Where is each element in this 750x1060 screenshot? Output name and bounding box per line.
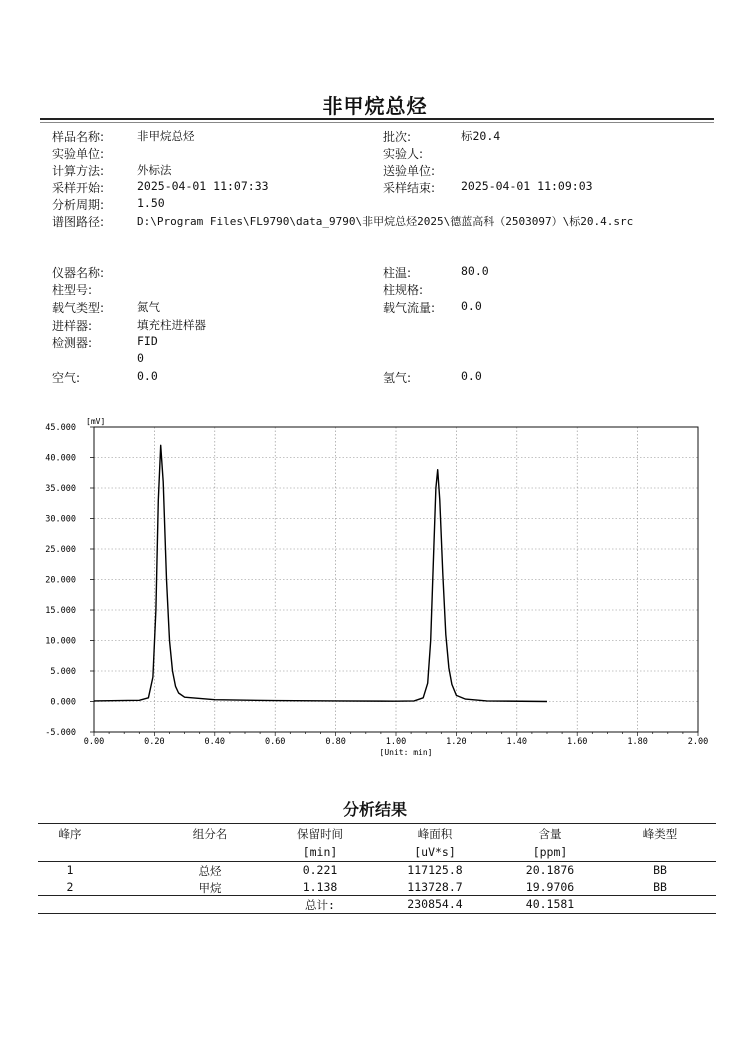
x-tick-label: 1.60 (566, 737, 588, 747)
chart-grid (94, 427, 698, 732)
y-tick-label: -5.000 (45, 728, 76, 738)
y-tick-label: 30.000 (45, 514, 76, 525)
info-label: 柱温: (383, 266, 412, 280)
cell-peak-area: 117125.8 (407, 863, 463, 877)
cell-peak-area: 113728.7 (407, 880, 463, 894)
results-header-rule (38, 861, 716, 862)
col-header-peak-area: 峰面积 (417, 827, 453, 841)
info-value: 标20.4 (461, 129, 501, 143)
x-tick-label: 1.80 (627, 737, 648, 747)
x-tick-label: 2.00 (687, 737, 709, 747)
info-label: 氢气: (383, 371, 412, 385)
info-value: 2025-04-01 11:07:33 (137, 179, 269, 193)
x-tick-label: 0.80 (325, 737, 346, 747)
info-value: 填充柱进样器 (137, 318, 206, 332)
y-tick-label: 0.000 (50, 697, 76, 708)
y-tick-label: 40.000 (45, 453, 76, 464)
info-value: 80.0 (461, 264, 489, 278)
y-tick-label: 20.000 (45, 575, 76, 586)
info-label: 送验单位: (383, 164, 436, 178)
cell-peak-type: BB (653, 880, 667, 894)
results-total-rule (38, 895, 716, 896)
y-tick-label: 45.000 (45, 423, 76, 433)
info-label: 载气流量: (383, 301, 436, 315)
info-label: 样品名称: (52, 130, 105, 144)
cell-peak-type: BB (653, 863, 667, 877)
x-tick-label: 1.20 (446, 737, 467, 747)
info-value: 2025-04-01 11:09:03 (461, 179, 593, 193)
cell-peak-no: 1 (66, 863, 74, 877)
total-label: 总计: (305, 898, 335, 912)
col-header-component: 组分名 (192, 827, 228, 841)
info-label: 空气: (52, 371, 81, 385)
results-title: 分析结果 (342, 800, 407, 819)
y-tick-label: 10.000 (45, 636, 76, 647)
info-label: 采样开始: (52, 181, 105, 195)
info-value: 0.0 (137, 369, 158, 383)
cell-retention-time: 0.221 (302, 863, 338, 877)
total-peak-area: 230854.4 (407, 897, 463, 911)
x-tick-label: 1.00 (385, 737, 407, 747)
y-tick-label: 5.000 (50, 667, 76, 677)
info-value: 1.50 (137, 196, 165, 210)
info-label: 检测器: (52, 336, 93, 350)
results-bottom-rule (38, 913, 716, 914)
info-value: 0.0 (461, 299, 482, 313)
info-label: 实验单位: (52, 147, 105, 161)
report-title: 非甲烷总烃 (322, 94, 428, 118)
x-axis-label: [Unit: min] (379, 748, 433, 757)
x-tick-label: 0.20 (144, 737, 165, 747)
y-tick-label: 25.000 (45, 545, 76, 555)
info-value: 非甲烷总烃 (137, 129, 195, 143)
chart-path-value: D:\Program Files\FL9790\data_9790\非甲烷总烃2025\德蓝高科（2503097）\标20.4.src (137, 215, 634, 228)
y-tick-labels (45, 423, 94, 738)
x-tick-label: 1.40 (506, 737, 528, 747)
results-top-rule (38, 823, 716, 824)
unit-retention-time: [min] (302, 845, 338, 859)
info-value: 0.0 (461, 369, 482, 383)
cell-content: 20.1876 (525, 863, 575, 877)
info-value: 外标法 (137, 163, 172, 177)
x-tick-labels (84, 732, 708, 747)
col-header-retention-time: 保留时间 (297, 827, 343, 841)
cell-peak-no: 2 (66, 880, 74, 894)
unit-peak-area: [uV*s] (414, 845, 456, 859)
chromatogram-trace (94, 445, 547, 701)
title-rule (40, 118, 714, 120)
info-label: 柱规格: (383, 283, 424, 297)
info-label: 柱型号: (52, 283, 93, 297)
y-tick-label: 15.000 (45, 606, 76, 616)
cell-content: 19.9706 (525, 880, 575, 894)
chromatogram-chart (0, 410, 750, 765)
unit-content: [ppm] (532, 845, 568, 859)
info-label: 批次: (383, 130, 412, 144)
chart-series (94, 445, 547, 701)
y-axis-label: [mV] (86, 417, 106, 426)
x-tick-label: 0.60 (264, 737, 286, 747)
info-label: 仪器名称: (52, 266, 105, 280)
info-value: 氮气 (137, 300, 160, 314)
cell-component: 甲烷 (198, 881, 222, 895)
cell-retention-time: 1.138 (302, 880, 338, 894)
y-tick-label: 35.000 (45, 484, 76, 494)
info-value: 0 (137, 351, 144, 365)
info-label: 进样器: (52, 319, 93, 333)
info-label: 分析周期: (52, 198, 105, 212)
info-value: FID (137, 334, 158, 348)
x-tick-label: 0.00 (83, 737, 105, 747)
cell-component: 总烃 (198, 864, 222, 878)
total-content: 40.1581 (525, 897, 575, 911)
info-label: 计算方法: (52, 164, 105, 178)
info-label: 谱图路径: (52, 215, 105, 229)
info-label: 采样结束: (383, 181, 436, 195)
info-label: 载气类型: (52, 301, 105, 315)
col-header-content: 含量 (538, 827, 562, 841)
col-header-peak-no: 峰序 (58, 827, 82, 841)
info-label: 实验人: (383, 147, 424, 161)
title-rule-thin (40, 122, 714, 123)
col-header-peak-type: 峰类型 (642, 827, 678, 841)
x-tick-label: 0.40 (204, 737, 226, 747)
